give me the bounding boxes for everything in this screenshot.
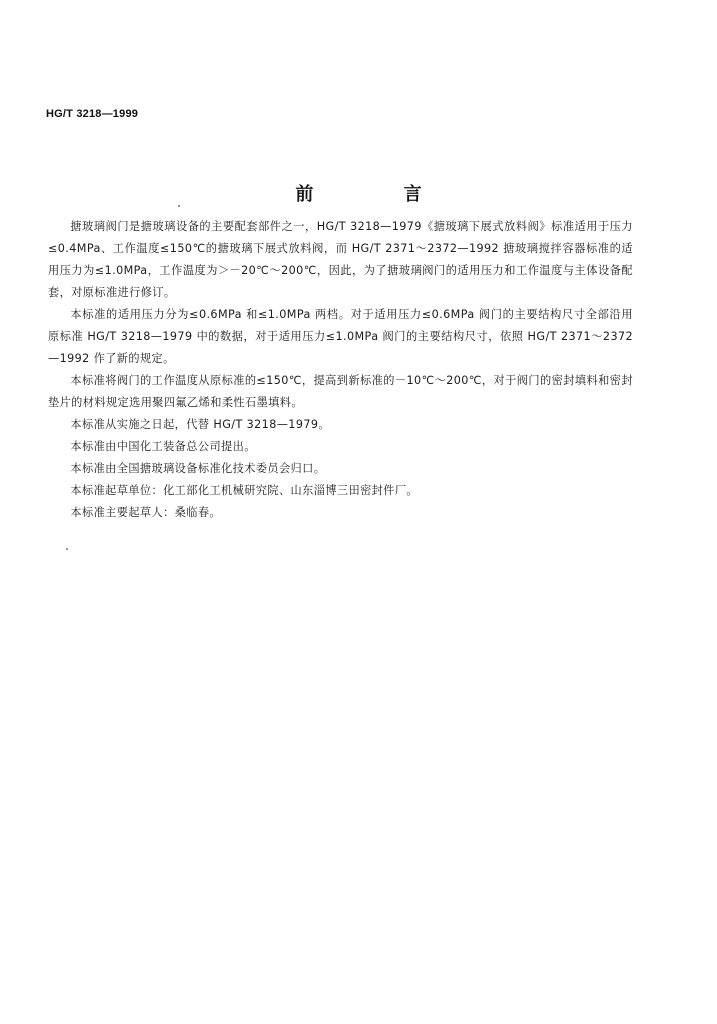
page-title: 前 言: [295, 184, 464, 205]
paragraph-temperature: 本标准将阀门的工作温度从原标准的≤150℃，提高到新标准的－10℃～200℃，对于阀门的密封填料和密封垫片的材料规定选用聚四氟乙烯和柔性石墨填料。: [48, 374, 633, 409]
paragraph-pressure-classes: 本标准的适用压力分为≤0.6MPa 和≤1.0MPa 两档。对于适用压力≤0.6MPa 阀门的主要结构尺寸全部沿用原标准 HG/T 3218—1979 中的数据，对于适用压力≤1.0MPa 阀门的主要结构尺寸，依照 HG/T 2371～2372—1992 作了新的规定。: [48, 308, 633, 365]
paragraph-replaces: 本标准从实施之日起，代替 HG/T 3218—1979。: [70, 418, 330, 431]
scan-speck: [178, 205, 180, 207]
paragraph-background: 搪玻璃阀门是搪玻璃设备的主要配套部件之一，HG/T 3218—1979《搪玻璃下展式放料阀》标准适用于压力≤0.4MPa、工作温度≤150℃的搪玻璃下展式放料阀，而 HG/T 2371～2372—1992 搪玻璃搅拌容器标准的适用压力为≤1.0MPa，工作温度为＞－20℃～200℃，因此，为了搪玻璃阀门的适用压力和工作温度与主体设备配套，对原标准进行修订。: [48, 220, 633, 299]
scan-speck: [66, 548, 68, 550]
foreword-body: [48, 216, 633, 524]
paragraph-drafting-units: 本标准起草单位：化工部化工机械研究院、山东淄博三田密封件厂。: [70, 484, 419, 497]
paragraph-proposed-by: 本标准由中国化工装备总公司提出。: [70, 440, 256, 453]
standard-code: HG/T 3218—1999: [46, 108, 139, 120]
paragraph-drafters: 本标准主要起草人：桑临春。: [70, 506, 222, 519]
paragraph-centralized-by: 本标准由全国搪玻璃设备标准化技术委员会归口。: [70, 462, 326, 475]
